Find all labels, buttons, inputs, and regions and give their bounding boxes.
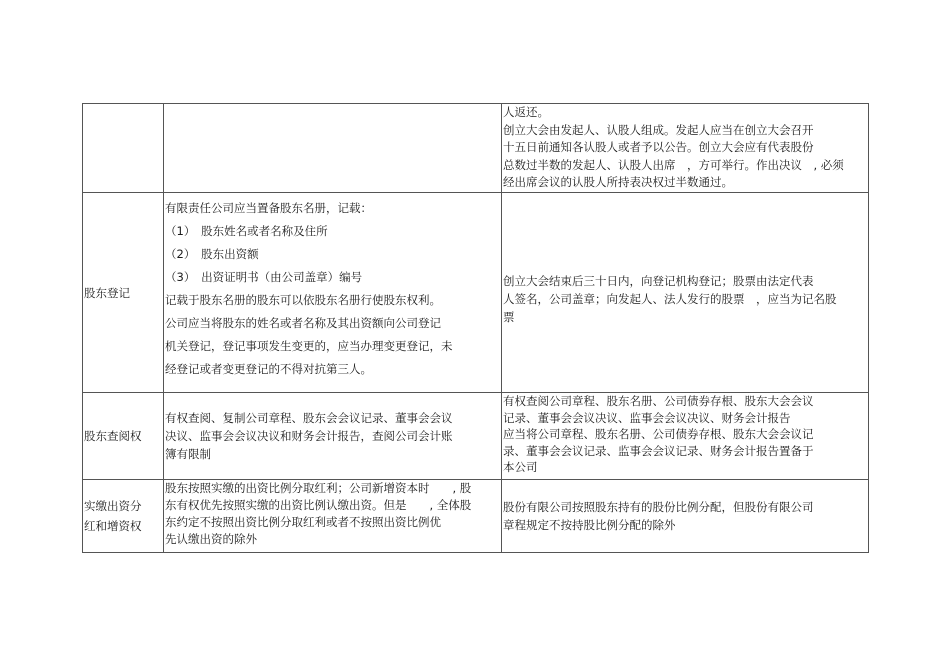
text-line: 记录、董事会会议决议、监事会会议决议、财务会计报告 [503, 410, 791, 425]
row-label-cell [83, 193, 164, 393]
text-line: 票 [503, 309, 515, 324]
row-label: 股东查阅权 [84, 429, 142, 443]
llc-cell [164, 480, 502, 553]
text-line: 机关登记，登记事项发生变更的，应当办理变更登记，未 [165, 339, 453, 353]
joint-stock-cell [502, 480, 869, 553]
text-line: 记载于股东名册的股东可以依股东名册行使股东权利。 [165, 293, 441, 307]
text-line: 股份有限公司按照股东持有的股份比例分配，但股份有限公司 [503, 500, 814, 514]
text-line: 应当将公司章程、股东名册、公司债券存根、股东大会会议记 [503, 427, 814, 441]
text-line: 章程规定不按持股比例分配的除外 [503, 518, 676, 532]
text-line: （2） 股东出资额 [165, 247, 259, 261]
row-label-line: 红和增资权 [84, 519, 142, 533]
llc-cell [164, 193, 502, 393]
table-row [83, 193, 869, 393]
text-line: （1） 股东姓名或者名称及住所 [165, 224, 328, 238]
row-label: 股东登记 [84, 285, 130, 300]
llc-cell [164, 393, 502, 480]
text-line: 创立大会结束后三十日内，向登记机构登记；股票由法定代表 [503, 273, 814, 288]
row-label-cell [83, 104, 164, 193]
llc-cell [164, 104, 502, 193]
text-line: 股东按照实缴的出资比例分取红利；公司新增资本时 , 股 [165, 481, 472, 495]
table-row [83, 480, 869, 553]
table-row [83, 393, 869, 480]
text-line: 东有权优先按照实缴的出资比例认缴出资。但是 , 全体股 [165, 498, 472, 512]
joint-stock-cell [502, 393, 869, 480]
text-line: 经登记或者变更登记的不得对抗第三人。 [165, 362, 372, 376]
joint-stock-cell [502, 104, 869, 193]
text-line: 十五日前通知各认股人或者予以公告。创立大会应有代表股份 [503, 140, 814, 154]
text-line: 创立大会由发起人、认股人组成。发起人应当在创立大会召开 [503, 122, 814, 137]
joint-stock-cell [502, 193, 869, 393]
text-line: 有限责任公司应当置备股东名册，记载： [165, 201, 372, 215]
text-line: 决议、监事会会议决议和财务会计报告，查阅公司会计账 [165, 429, 453, 443]
text-line: 经出席会议的认股人所持表决权过半数通过。 [503, 175, 733, 189]
row-label-line: 实缴出资分 [84, 499, 142, 513]
text-line: 人返还。 [503, 105, 549, 119]
text-line: 总数过半数的发起人、认股人出席 ，方可举行。作出决议 , 必须 [503, 157, 844, 172]
text-line: 有权查阅公司章程、股东名册、公司债券存根、股东大会会议 [503, 394, 814, 408]
text-line: 录、董事会会议记录、监事会会议记录、财务会计报告置备于 [503, 443, 814, 458]
text-line: 公司应当将股东的姓名或者名称及其出资额向公司登记 [165, 316, 441, 330]
comparison-table [82, 103, 869, 553]
text-line: （3） 出资证明书（由公司盖章）编号 [165, 270, 363, 284]
row-label-cell [83, 393, 164, 480]
row-label-cell [83, 480, 164, 553]
text-line: 有权查阅、复制公司章程、股东会会议记录、董事会会议 [165, 411, 453, 425]
text-line: 人签名，公司盖章；向发起人、法人发行的股票 ，应当为记名股 [503, 291, 837, 306]
text-line: 东约定不按照出资比例分取红利或者不按照出资比例优 [165, 515, 441, 529]
text-line: 本公司 [503, 460, 538, 474]
text-line: 簿有限制 [165, 447, 211, 461]
table-row [83, 104, 869, 193]
text-line: 先认缴出资的除外 [165, 532, 257, 546]
